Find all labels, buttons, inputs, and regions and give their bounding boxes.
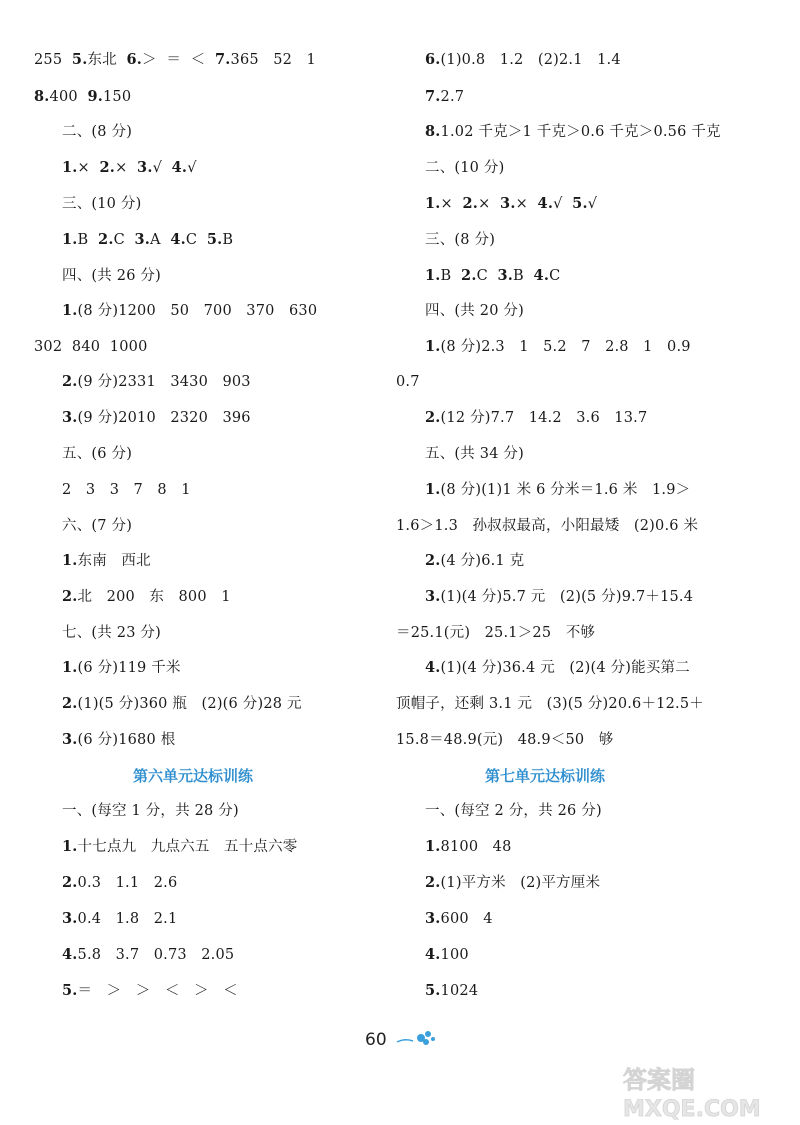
answer-line: 2 3 3 7 8 1 xyxy=(62,482,191,498)
answer-line: 2.(12 分)7.7 14.2 3.6 13.7 xyxy=(425,409,648,426)
section-header: 二、(8 分) xyxy=(62,124,133,140)
answer-line: 2.(4 分)6.1 克 xyxy=(425,552,525,569)
answer-line: 2.0.3 1.1 2.6 xyxy=(62,874,178,891)
answer-line: 0.7 xyxy=(396,374,420,390)
answer-line: 3.(6 分)1680 根 xyxy=(62,731,176,748)
answer-line: 4.5.8 3.7 0.73 2.05 xyxy=(62,946,235,963)
answer-line: 顶帽子，还剩 3.1 元 (3)(5 分)20.6＋12.5＋ xyxy=(396,696,704,712)
page-number: 60 xyxy=(365,1030,387,1050)
answer-line: 5.＝ ＞ ＞ ＜ ＞ ＜ xyxy=(62,982,238,999)
answer-line: 2.(1)(5 分)360 瓶 (2)(6 分)28 元 xyxy=(62,695,302,712)
answer-line: 4.100 xyxy=(425,946,469,963)
answer-line: 3.0.4 1.8 2.1 xyxy=(62,910,178,927)
answer-line: 1.6＞1.3 孙叔叔最高，小阳最矮 (2)0.6 米 xyxy=(396,518,699,534)
unit-heading: 第七单元达标训练 xyxy=(485,767,606,785)
section-header: 四、(共 26 分) xyxy=(62,268,161,284)
answer-line: 1.B 2.C 3.B 4.C xyxy=(425,267,561,284)
section-header: 五、(6 分) xyxy=(62,446,133,462)
answer-line: ＝25.1(元) 25.1＞25 不够 xyxy=(396,625,596,641)
answer-line: 8.400 9.150 xyxy=(34,88,132,105)
answer-line: 1.东南 西北 xyxy=(62,552,151,569)
answer-line: 2.北 200 东 800 1 xyxy=(62,588,231,605)
section-header: 六、(7 分) xyxy=(62,518,133,534)
answer-line: 1.8100 48 xyxy=(425,838,512,855)
answer-line: 1.B 2.C 3.A 4.C 5.B xyxy=(62,231,234,248)
answer-line: 5.1024 xyxy=(425,982,479,999)
answer-line: 302 840 1000 xyxy=(34,339,148,355)
answer-line: 1.(8 分)1200 50 700 370 630 xyxy=(62,302,318,319)
answer-line: 1.(8 分)(1)1 米 6 分米＝1.6 米 1.9＞ xyxy=(425,481,691,498)
unit-heading: 第六单元达标训练 xyxy=(133,767,254,785)
watermark xyxy=(615,1062,795,1122)
answer-line: 1.(8 分)2.3 1 5.2 7 2.8 1 0.9 xyxy=(425,338,691,355)
section-header: 七、(共 23 分) xyxy=(62,625,161,641)
answer-line: 15.8＝48.9(元) 48.9＜50 够 xyxy=(396,732,614,748)
watermark-url: MXQE.COM xyxy=(623,1097,761,1122)
answer-line: 2.(9 分)2331 3430 903 xyxy=(62,373,251,390)
section-header: 一、(每空 2 分，共 26 分) xyxy=(425,803,602,819)
answer-line: 6.(1)0.8 1.2 (2)2.1 1.4 xyxy=(425,51,621,68)
flower-ornament-icon xyxy=(395,1028,437,1050)
section-header: 一、(每空 1 分，共 28 分) xyxy=(62,803,239,819)
answer-line: 7.2.7 xyxy=(425,88,465,105)
answer-line: 3.(9 分)2010 2320 396 xyxy=(62,409,251,426)
answer-line: 3.(1)(4 分)5.7 元 (2)(5 分)9.7＋15.4 xyxy=(425,588,694,605)
section-header: 三、(10 分) xyxy=(62,196,142,212)
watermark-logo: 答案圈 xyxy=(623,1066,695,1094)
section-header: 二、(10 分) xyxy=(425,160,505,176)
section-header: 三、(8 分) xyxy=(425,232,496,248)
answer-line: 1.× 2.× 3.× 4.√ 5.√ xyxy=(425,195,598,212)
section-header: 五、(共 34 分) xyxy=(425,446,524,462)
answer-line: 1.× 2.× 3.√ 4.√ xyxy=(62,159,197,176)
answer-line: 255 5.东北 6.＞ ＝ ＜ 7.365 52 1 xyxy=(34,51,316,68)
answer-line: 1.(6 分)119 千米 xyxy=(62,659,181,676)
section-header: 四、(共 20 分) xyxy=(425,303,524,319)
answer-line: 8.1.02 千克＞1 千克＞0.6 千克＞0.56 千克 xyxy=(425,123,721,140)
answer-line: 4.(1)(4 分)36.4 元 (2)(4 分)能买第二 xyxy=(425,659,690,676)
answer-line: 3.600 4 xyxy=(425,910,493,927)
answer-line: 1.十七点九 九点六五 五十点六零 xyxy=(62,838,298,855)
answer-line: 2.(1)平方米 (2)平方厘米 xyxy=(425,874,601,891)
